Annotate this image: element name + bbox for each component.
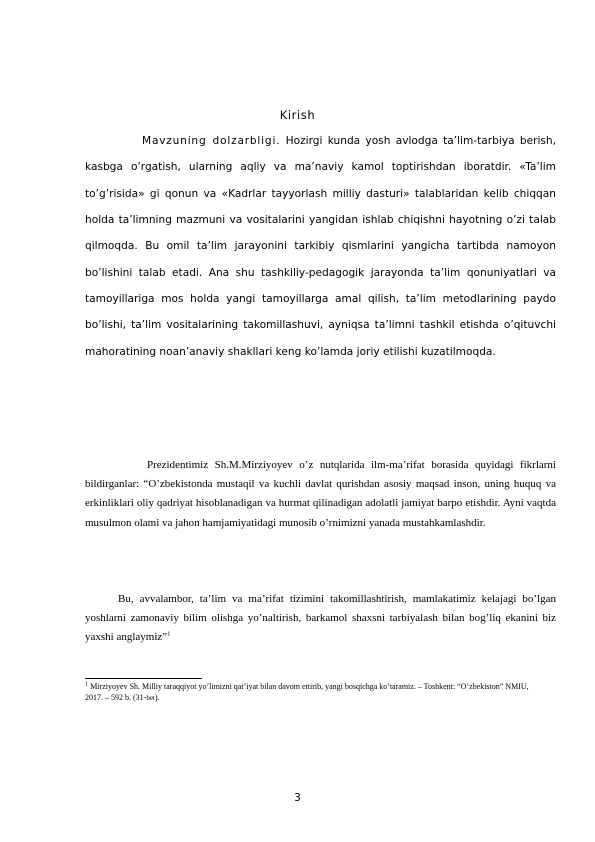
footnote bbox=[85, 681, 545, 704]
section-heading: Kirish bbox=[279, 108, 316, 122]
footnote-page-abbrev: bet bbox=[146, 694, 155, 702]
footnote-close: ). bbox=[154, 693, 160, 702]
footnote-marker: 1 bbox=[85, 680, 89, 688]
footnote-divider bbox=[85, 678, 202, 679]
footnote-text: Mirziyoyev Sh. Milliy taraqqiyot yo’limizni qat’iyat bilan davom ettirib, yangi bosqichga ko’taramiz. – Toshkent: “O’zbekiston” NMIU, 2017. – 592 b. (31- bbox=[85, 682, 529, 702]
intro-paragraph bbox=[85, 128, 556, 365]
body-paragraph-1: Prezidentimiz Sh.M.Mirziyoyev o’z nutqlarida ilm-ma’rifat borasida quyidagi fikrlarni bildirganlar: “O’zbekistonda mustaqil va kuchli davlat qurishdan asosiy maqsad inson, uning huquq va erkinliklari oliy qadriyat hisoblanadigan va hurmat qilinadigan adolatli jamiyat barpo etishdir. Ayni vaqtda musulmon olami va jahon hamjamiyatidagi munosib o’rnimizni yanada mustahkamlashdir. bbox=[85, 459, 556, 529]
page-number: 3 bbox=[294, 792, 301, 804]
intro-text: Hozirgi kunda yosh avlodga ta’lim-tarbiya berish, kasbga o’rgatish, ularning aqliy va ma’naviy kamol toptirishdan iboratdir. «Ta’lim to’g’risida» gi qonun va «Kadrlar tayyorlash milliy dasturi» talablaridan kelib chiqqan holda ta’limning mazmuni va vositalarini yangidan ishlab chiqishni hayotning o’zi talab qilmoqda. Bu omil ta’lim jarayonini tarkibiy qismlarini yangicha tartibda namoyon bo’lishini talab etadi. Ana shu tashkiliy-pedagogik jarayonda ta’lim qonuniyatlari va tamoyillariga mos holda yangi tamoyillarga amal qilish, ta’lim metodlarining paydo bo’lishi, ta’lim vositalarining takomillashuvi, ayniqsa ta’limni tashkil etishda o’qituvchi mahoratining noan’anaviy shakllari keng ko’lamda joriy etilishi kuzatilmoqda. bbox=[85, 135, 556, 358]
footnote-reference: 1 bbox=[167, 630, 171, 638]
intro-lead: Mavzuning dolzarbligi. bbox=[142, 135, 281, 147]
body-paragraph-2 bbox=[85, 590, 556, 648]
body-paragraph-2-text: Bu, avvalambor, ta’lim va ma’rifat tizimini takomillashtirish, mamlakatimiz kelajagi bo’lgan yoshlarni zamonaviy bilim olishga yo’naltirish, barkamol shaxsni tarbiyalash bilan bog’liq ekanini biz yaxshi anglaymiz” bbox=[85, 593, 556, 644]
